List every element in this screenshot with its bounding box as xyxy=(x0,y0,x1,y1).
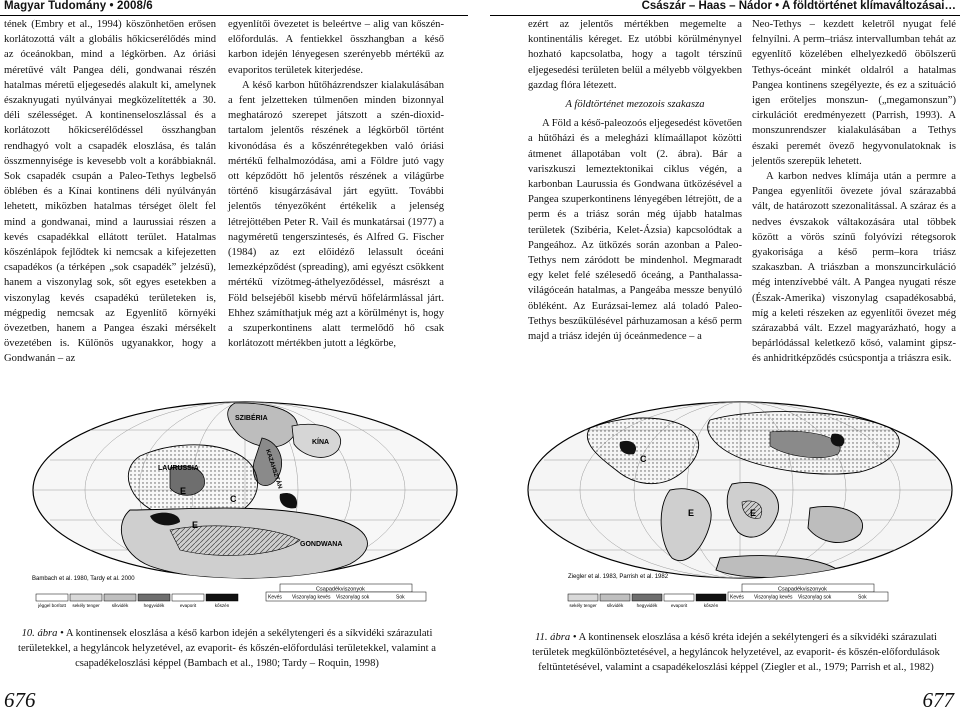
header-rule-left xyxy=(0,15,468,16)
legend-swatch xyxy=(70,594,102,601)
legend-swatch-label: kőszén xyxy=(703,603,719,608)
paragraph: A késő karbon hűtőházrendszer kialakulásában a fent jelzetteken túlmenően minden bizonnyal meghatározó szerepet játszott a szén-dioxid-tartalom jelentős részének a légkörből történt kivonódása és a kőszénrétegekben való óriási mértékű felhalmozódása, ami a Földre jutó vagy ott képződött hő jelentős részének a világűrbe történő kisugárzásával járt együtt. További jelentős tényezőként értékelik a jelenség létrejöttében Peter R. Vail és munkatársai (1977) a nagyméretű tengerszintesés, és Alfred G. Fischer (1984) az ezt előidéző lelassult óceáni lemezképződést (spreading), ami egyészt csökkent mértékű vízötmeg-áthelyeződéssel, másrészt a Föld belsejéből kisebb mérvű hőfelármlással járt. Ehhez számíthatjuk még azt a körülményt is, hogy a szuperkontinens alatt termelődő hő csak korlátozott mértékben jutott a légkörbe, xyxy=(228,79,444,350)
svg-text:E: E xyxy=(180,486,187,496)
legend-swatch-label: sekély tenger xyxy=(72,603,100,608)
figure-11-caption xyxy=(518,630,954,675)
legend-title: Csapadékviszonyok xyxy=(316,586,365,593)
legend-swatch-label: síkvidék xyxy=(111,603,129,608)
paragraph: Neo-Tethys – kezdett keletről nyugat felé felnyílni. A perm–triász intervallumban tehát az egyenlítő közelében elhelyezkedő öbölszerű Tethys-óceánt minkét oldalról a hatalmas Pangea kontinens szegélyezte, és ez a szituáció igen erőteljes monszun- („megamonszun”) cirkulációt eredményezett (Parrish, 1993). A monszunrendszer kialakulásában a Tethys északi peremét övező hegyvonulatoknak is jelentős szerepük lehetett. xyxy=(752,19,956,167)
legend-item: Viszonylag kevés xyxy=(292,594,331,601)
figure-10-caption xyxy=(12,626,442,671)
map-label: KÍNA xyxy=(312,439,330,446)
page-number-left: 676 xyxy=(4,688,36,712)
legend-item: Kevés xyxy=(268,594,282,601)
legend-swatch-label: jéggel borított xyxy=(38,603,66,608)
map-legend xyxy=(568,584,888,608)
legend-swatch xyxy=(138,594,170,601)
svg-text:E: E xyxy=(688,508,695,518)
legend-swatch xyxy=(664,594,694,601)
legend-item: Viszonylag sok xyxy=(798,594,832,601)
figure-number: 11. ábra xyxy=(535,632,571,643)
section-heading: A földtörténet mezozois szakasza xyxy=(565,99,705,111)
paragraph: tének (Embry et al., 1994) köszönhetően erősen korlátozottá vált a globális hőkicserélődés mind az óceánokban, mind a légkörben. Az óriási méretűvé vált Pangea déli, gondwanai részén hatalmas méretű eljegesedés alakult ki, amelynek északnyugati nyúlványai megközelítették a 30. déli szélességet. A kontinenseloszlással és a korlátozott hőkicserélődéssel összhangban rendhagyó volt a csapadék eloszlása, és talán összmennyisége is kevesebb volt a korábbiaknál. Sok csapadék csupán a Paleo-Tethys legbelső öblében és a Kínai kontinens déli nyúlványán lehetett, miközben hatalmas térséget ölelt fel mind a gondwanai, mind a laurussiai részen a kevés csapadékkal ellátott terület. Hatalmas kőszénlápok fejlődtek ki nemcsak a kifejezetten csapadékos (a térképen „sok csapadék” jelzésű), hanem a viszonylag sok, sőt egyes esetekben a viszonylag kevés csapadékú területeken is, mégpedig nemcsak az Egyenlítő környéki övezetben, hanem a Pangea északi mérsékelt övezetében is. Különös ugyanakkor, hogy a Gondwanán – az xyxy=(4,19,216,365)
page-number-right: 677 xyxy=(922,688,954,712)
legend-item: Viszonylag kevés xyxy=(754,594,793,601)
legend-swatch xyxy=(206,594,238,601)
legend-item: Viszonylag sok xyxy=(336,594,370,601)
legend-swatch-label: kőszén xyxy=(214,603,230,608)
paragraph: A Föld a késő-paleozoós eljegesedést követően a hűtőházi és a melegházi klímaállapot közötti átmenet állapotában volt (2. ábra). Bár a variszkuszi lemeztektonikai ciklus végén, a karbonban Laurussia és Gondwana ütközésével a Pangea szuperkontinens lényegében létrejött, de a perm és a triász során még újabb hatalmas területek (Szibéria, Kelet-Ázsia) kapcsolódtak a Pangeához. Az ütközés során azonban a Paleo-Tethys nem záródott be mindenhol. Megmaradt egy kelet felé szélesedő óceáng, a Panthalassa-világóceán hatalmas, a Pangeába messze benyúló öbléként. Az Eurázsai-lemez alá toladó Paleo-Tethys beszűkülésével párhuzamosan a késő perm majd a triász idején új óceánmedence – a xyxy=(528,118,742,343)
legend-swatch-label: hegyvidék xyxy=(636,603,658,608)
figure-number: 10. ábra xyxy=(21,628,58,639)
paragraph: ezért az jelentős mértékben megemelte a kontinentális kéreget. Ez utóbbi körülménynyel hozható kapcsolatba, hogy a tagolt térszínű eljegesedési területen belül a mélyebb völgyekben gazdag flóra létezett. xyxy=(528,19,742,91)
svg-text:C: C xyxy=(230,494,237,504)
header-rule-right xyxy=(490,15,960,16)
running-header-right: Császár – Haas – Nádor • A földtörténet klímaváltozásai… xyxy=(641,0,956,12)
paragraph: egyenlítői övezetet is beleértve – alig van kőszén-előfordulás. A fentiekkel összhangban a késő karbon idején lényegesen szerényebb mértékű az evaporitos területek kiterjedése. xyxy=(228,19,444,76)
legend-item: Kevés xyxy=(730,594,744,601)
legend-swatch xyxy=(172,594,204,601)
legend-swatch-label: sekély tenger xyxy=(569,603,597,608)
map-source: Bambach et al. 1980, Tardy et al. 2000 xyxy=(32,576,135,582)
paragraph: A karbon nedves klímája után a permre a Pangea egyenlítői övezete jóval szárazabbá vált, de határozott szezonalitással. A száraz és a nedves évszakok váltakozására utal többek között a vörös színű folyóvízi rétegsorok gyakorisága a késő perm–kora triász szakaszban. A triászban a monszuncirkuláció még intenzívebbé vált. A Pangea nyugati része (Észak-Amerika) viszonylag csapadékosabbá, míg a keleti részeken az egyenlítői övezet még szárazabbá vált. Ezzel magyarázható, hogy a bepárlódással keletkező kősó, valamint gipsz- és anhidritképződés csúcspontja a triászra esik. xyxy=(752,171,956,365)
legend-swatch xyxy=(696,594,726,601)
legend-title: Csapadékviszonyok xyxy=(778,586,827,593)
legend-swatch-label: hegyvidék xyxy=(143,603,165,608)
map-label: SZIBÉRIA xyxy=(235,415,268,422)
legend-item: Sok xyxy=(858,594,867,601)
legend-swatch-label: evaporit xyxy=(670,603,688,608)
text-column-4 xyxy=(752,17,956,367)
legend-swatch xyxy=(632,594,662,601)
legend-swatch-label: síkvidék xyxy=(606,603,624,608)
caption-text: • A kontinensek eloszlása a késő kréta idején a sekélytengeri és a síkvidéki szárazulati területek megkülönböztetésével, a hegyláncok helyzetével, az evaporit- és kőszén-előfordulások feltüntetésével, valamint a csapadékeloszlási képpel (Ziegler et al., 1979; Parrish et al., 1982) xyxy=(532,632,940,673)
text-column-2 xyxy=(228,17,444,351)
text-column-3 xyxy=(528,17,742,344)
map-label: KAZAHSZTÁN xyxy=(264,448,283,490)
svg-text:C: C xyxy=(640,454,647,464)
running-header-left: Magyar Tudomány • 2008/6 xyxy=(4,0,153,12)
legend-swatch xyxy=(568,594,598,601)
text-column-1 xyxy=(4,17,216,367)
map-label: LAURUSSIA xyxy=(158,465,199,472)
figure-10-map xyxy=(30,398,470,616)
map-label: GONDWANA xyxy=(300,541,343,548)
map-legend xyxy=(36,584,426,608)
legend-swatch-label: evaporit xyxy=(179,603,197,608)
figure-11-map xyxy=(520,398,960,620)
map-source: Ziegler et al. 1983, Parrish et al. 1982 xyxy=(568,574,669,580)
legend-swatch xyxy=(36,594,68,601)
legend-item: Sok xyxy=(396,594,405,601)
caption-text: • A kontinensek eloszlása a késő karbon idején a sekélytengeri és a síkvidéki szárazulati területekkel, a hegyláncok helyzetével, az evaporit- és kőszén-előfordulási területekkel, valamint a csapadékeloszlási képpel (Bambach et al., 1980; Tardy – Roquin, 1998) xyxy=(18,628,436,669)
svg-text:E: E xyxy=(750,508,757,518)
legend-swatch xyxy=(600,594,630,601)
svg-text:E: E xyxy=(192,520,199,530)
legend-swatch xyxy=(104,594,136,601)
